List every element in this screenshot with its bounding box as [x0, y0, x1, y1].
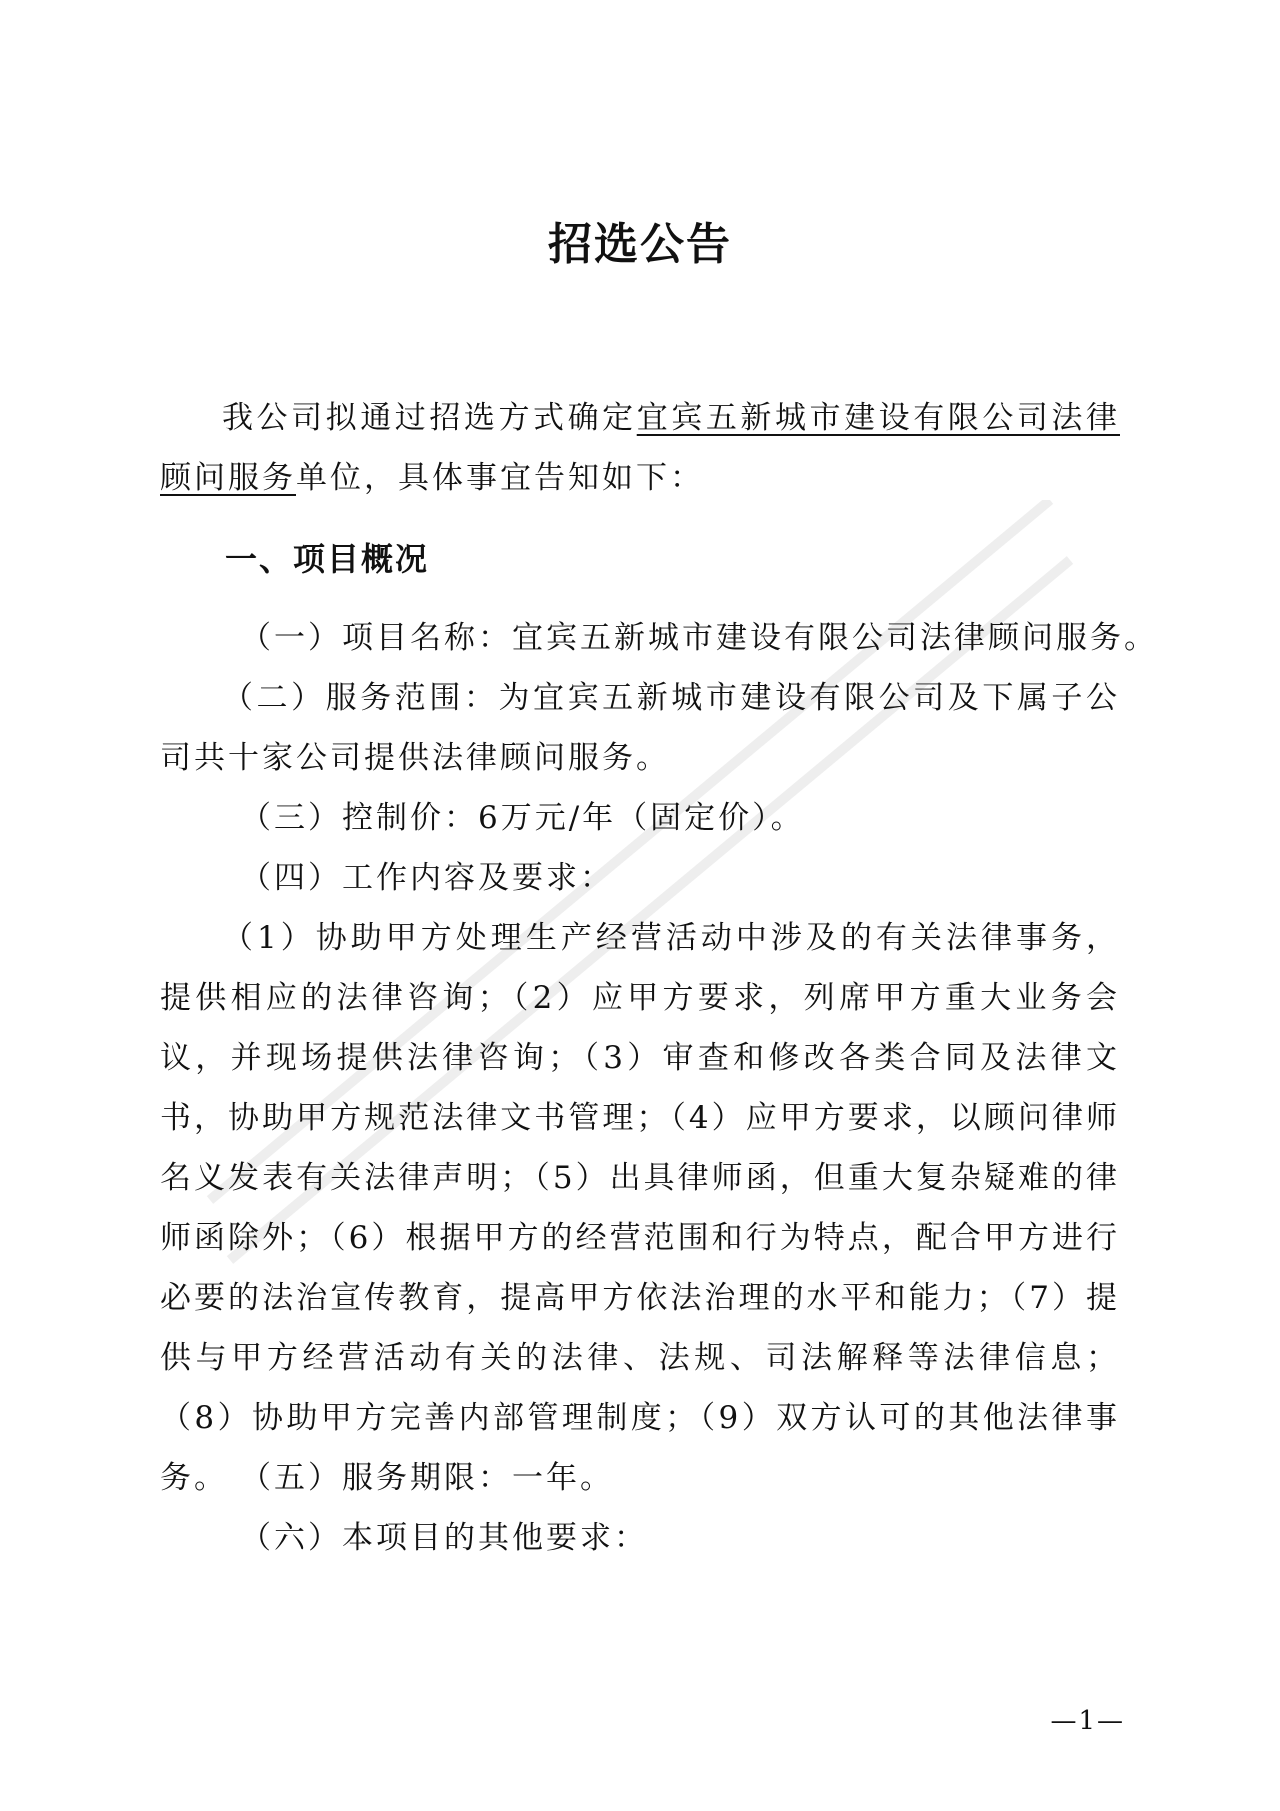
work-content-body: （1）协助甲方处理生产经营活动中涉及的有关法律事务，提供相应的法律咨询；（2）应甲方要求，列席甲方重大业务会议，并现场提供法律咨询；（3）审查和修改各类合同及法律文书，协助甲方规范法律文书管理；（4）应甲方要求，以顾问律师名义发表有关法律声明；（5）出具律师函，但重大复杂疑难的律师函除外；（6）根据甲方的经营范围和行为特点，配合甲方进行必要的法治宣传教育，提高甲方依法治理的水平和能力；（7）提供与甲方经营活动有关的法律、法规、司法解释等法律信息；（8）协助甲方完善内部管理制度；（9）双方认可的其他法律事务。: [160, 920, 1120, 1496]
intro-text: 我公司拟通过招选方式确定: [222, 400, 637, 436]
service-period-item: （五）服务期限：一年。: [240, 1460, 614, 1496]
control-price-item: （三）控制价：6万元/年（固定价）。: [240, 800, 805, 836]
service-scope-item: （二）服务范围：为宜宾五新城市建设有限公司及下属子公司共十家公司提供法律顾问服务。: [160, 680, 1120, 776]
work-content-item: （四）工作内容及要求：: [240, 860, 614, 896]
intro-text-end: 单位，具体事宜告知如下：: [296, 460, 704, 496]
section-heading: 一、项目概况: [225, 540, 430, 578]
project-name-underlined: 宜宾五新城市建设有限公司法律顾问服务: [160, 400, 1120, 496]
project-name-item: （一）项目名称：宜宾五新城市建设有限公司法律顾问服务。: [240, 620, 1158, 656]
page-number: —1—: [1050, 1706, 1125, 1736]
other-requirements-item: （六）本项目的其他要求：: [240, 1520, 648, 1556]
intro-paragraph: [160, 388, 1120, 508]
page-title: 招选公告: [548, 219, 732, 270]
